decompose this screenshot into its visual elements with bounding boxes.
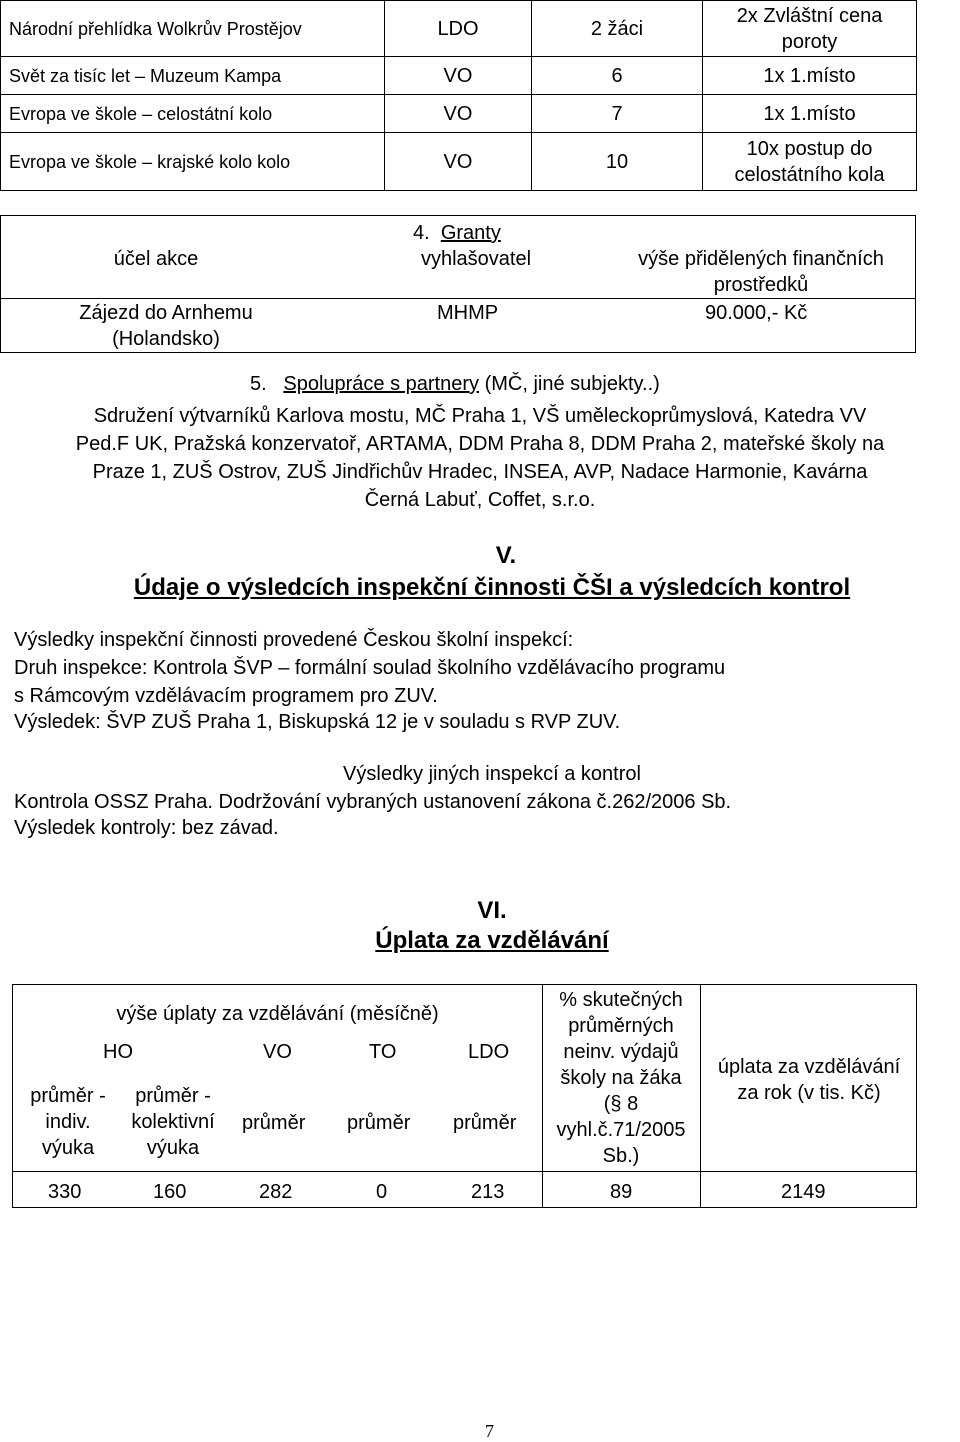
divider	[13, 1171, 916, 1172]
competition-count: 6	[532, 57, 703, 95]
paragraph: Výsledek kontroly: bez závad.	[14, 817, 279, 839]
fees-value: 213	[471, 1181, 505, 1203]
competition-type: LDO	[385, 1, 532, 57]
section-vi-title: Úplata za vzdělávání	[375, 927, 609, 954]
competition-result: 1x 1.místo	[703, 57, 917, 95]
competition-result: 2x Zvláštní cena poroty	[703, 1, 917, 57]
fees-sub-avg: průměr	[347, 1112, 411, 1134]
fees-header-main: výše úplaty za vzdělávání (měsíčně)	[116, 1003, 439, 1025]
paragraph: Kontrola OSSZ Praha. Dodržování vybraných ustanovení zákona č.262/2006 Sb.	[14, 791, 732, 813]
fees-sub-indiv: průměr - indiv. výuka	[30, 1085, 106, 1159]
section-vi-numeral: VI.	[477, 897, 507, 924]
sub-heading: Výsledky jiných inspekcí a kontrol	[343, 763, 641, 785]
competition-result: 10x postup do celostátního kola	[703, 133, 917, 191]
fees-value: 89	[610, 1181, 633, 1203]
grants-col-purpose: účel akce	[113, 248, 199, 270]
grants-row-amount: 90.000,- Kč	[705, 302, 808, 324]
competition-name: Národní přehlídka Wolkrův Prostějov	[1, 1, 385, 57]
partners-line: Černá Labuť, Coffet, s.r.o.	[364, 489, 596, 511]
competition-type: VO	[385, 57, 532, 95]
fees-cat-ldo: LDO	[468, 1041, 510, 1063]
paragraph: Druh inspekce: Kontrola ŠVP – formální soulad školního vzdělávacího programu	[14, 657, 726, 679]
fees-cat-ho: HO	[103, 1041, 133, 1063]
table-row	[1, 133, 917, 191]
competition-count: 7	[532, 95, 703, 133]
fees-cat-to: TO	[369, 1041, 397, 1063]
competition-type: VO	[385, 95, 532, 133]
competition-type: VO	[385, 133, 532, 191]
page-number: 7	[485, 1421, 494, 1441]
table-row	[1, 1, 917, 57]
grants-heading: 4. Granty	[413, 222, 501, 244]
fees-sub-collective: průměr - kolektivní výuka	[131, 1085, 215, 1159]
table-row	[1, 95, 917, 133]
section-v-title: Údaje o výsledcích inspekční činnosti ČŠI a výsledcích kontrol	[133, 574, 851, 601]
paragraph: s Rámcovým vzdělávacím programem pro ZUV.	[14, 685, 438, 707]
fees-value: 282	[259, 1181, 293, 1203]
partners-heading: 5. Spolupráce s partnery (MČ, jiné subjekty..)	[250, 373, 660, 395]
competition-result: 1x 1.místo	[703, 95, 917, 133]
partners-line: Sdružení výtvarníků Karlova mostu, MČ Praha 1, VŠ uměleckoprůmyslová, Katedra VV	[93, 405, 867, 427]
competitions-table	[0, 0, 917, 191]
grants-col-announcer: vyhlašovatel	[420, 248, 532, 270]
paragraph: Výsledky inspekční činnosti provedené Českou školní inspekcí:	[14, 629, 574, 651]
fees-pct-header: % skutečných průměrných neinv. výdajů školy na žáka (§ 8 vyhl.č.71/2005 Sb.)	[556, 989, 686, 1167]
fees-value: 2149	[781, 1181, 826, 1203]
fees-value: 160	[153, 1181, 187, 1203]
fees-sub-avg: průměr	[242, 1112, 306, 1134]
fees-annual-header: úplata za vzdělávání za rok (v tis. Kč)	[717, 1056, 901, 1104]
fees-cat-vo: VO	[263, 1041, 292, 1063]
table-row	[1, 57, 917, 95]
competition-count: 10	[532, 133, 703, 191]
grants-col-amount: výše přidělených finančních prostředků	[638, 248, 884, 296]
grants-row-announcer: MHMP	[437, 302, 499, 324]
grants-row-purpose: Zájezd do Arnhemu (Holandsko)	[79, 302, 253, 350]
paragraph: Výsledek: ŠVP ZUŠ Praha 1, Biskupská 12 je v souladu s RVP ZUV.	[14, 711, 621, 733]
fees-value: 0	[376, 1181, 388, 1203]
fees-value: 330	[48, 1181, 82, 1203]
competition-name: Svět za tisíc let – Muzeum Kampa	[1, 57, 385, 95]
fees-sub-avg: průměr	[453, 1112, 517, 1134]
section-v-numeral: V.	[495, 542, 517, 569]
partners-line: Praze 1, ZUŠ Ostrov, ZUŠ Jindřichův Hradec, INSEA, AVP, Nadace Harmonie, Kavárna	[92, 461, 868, 483]
grants-table	[0, 215, 916, 353]
competition-name: Evropa ve škole – celostátní kolo	[1, 95, 385, 133]
competition-count: 2 žáci	[532, 1, 703, 57]
competition-name: Evropa ve škole – krajské kolo kolo	[1, 133, 385, 191]
fees-table	[12, 984, 917, 1208]
divider	[1, 298, 915, 299]
partners-line: Ped.F UK, Pražská konzervatoř, ARTAMA, DDM Praha 8, DDM Praha 2, mateřské školy na	[75, 433, 885, 455]
